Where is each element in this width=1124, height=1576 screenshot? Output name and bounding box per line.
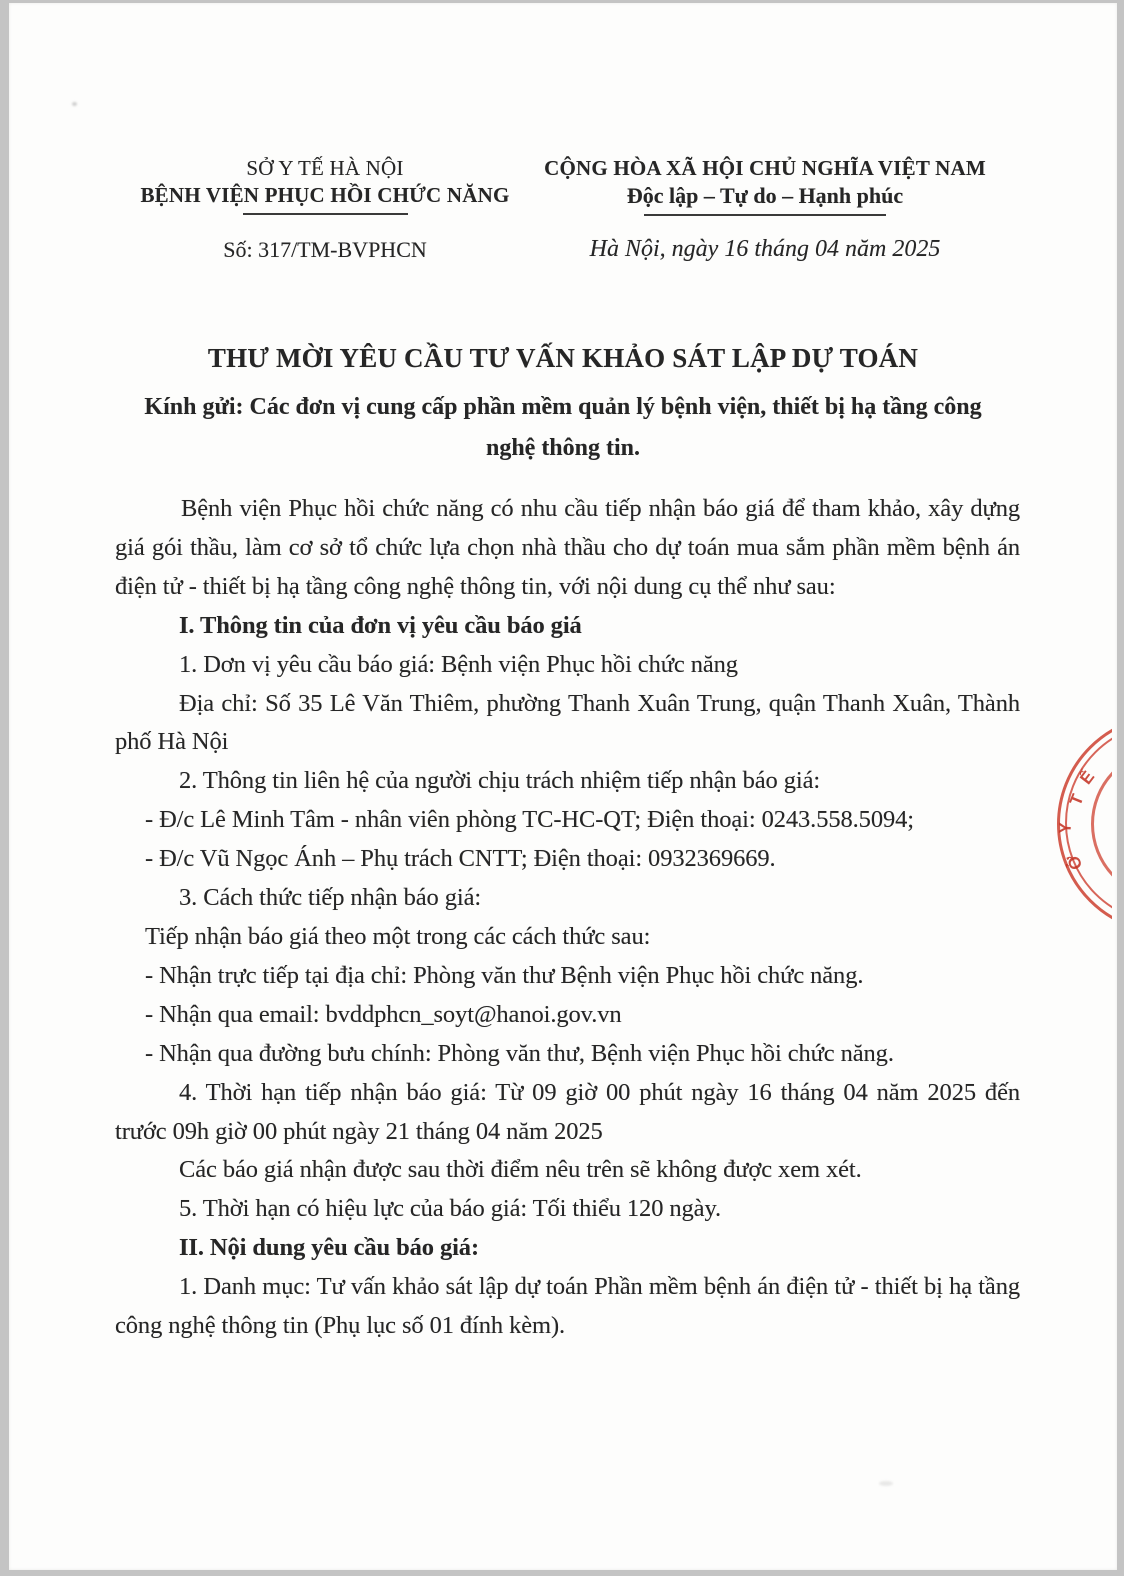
scan-speck bbox=[879, 1481, 893, 1486]
method-email: - Nhận qua email: bvddphcn_soyt@hanoi.gov.vn bbox=[145, 1000, 622, 1028]
stamp-letter: Y bbox=[1055, 821, 1075, 834]
document-body bbox=[115, 490, 1020, 1346]
document-subtitle: Kính gửi: Các đơn vị cung cấp phần mềm quản lý bệnh viện, thiết bị hạ tầng công nghệ thông tin. bbox=[144, 394, 982, 461]
place-date-line: Hà Nội, ngày 16 tháng 04 năm 2025 bbox=[589, 236, 941, 262]
item-requesting-unit: 1. Dơn vị yêu cầu báo giá: Bệnh viện Phục hồi chức năng bbox=[179, 650, 738, 678]
item-deadline: 4. Thời hạn tiếp nhận báo giá: Từ 09 giờ 00 phút ngày 16 tháng 04 năm 2025 đến trước 09h giờ 00 phút ngày 21 tháng 04 năm 2025 bbox=[115, 1078, 1020, 1145]
stamp-outer-ring-icon bbox=[1057, 714, 1112, 934]
red-seal-stamp bbox=[1030, 700, 1112, 935]
national-header-block bbox=[530, 155, 1000, 263]
motto-underline bbox=[644, 214, 886, 216]
stamp-inner-ring-icon bbox=[1091, 748, 1112, 900]
document-number: Số: 317/TM-BVPHCN bbox=[223, 237, 427, 262]
method-postal: - Nhận qua đường bưu chính: Phòng văn thư, Bệnh viện Phục hồi chức năng. bbox=[145, 1039, 894, 1067]
stamp-outer-ring2-icon bbox=[1065, 722, 1112, 924]
method-direct: - Nhận trực tiếp tại địa chỉ: Phòng văn thư Bệnh viện Phục hồi chức năng. bbox=[145, 961, 864, 989]
issuing-org-block bbox=[105, 155, 545, 263]
intro-paragraph: Bệnh viện Phục hồi chức năng có nhu cầu tiếp nhận báo giá để tham khảo, xây dựng giá gói thầu, làm cơ sở tổ chức lựa chọn nhà thầu cho dự toán mua sắm phần mềm bệnh án điện tử - thiết bị hạ tầng công nghệ thông tin, với nội dung cụ thể như sau: bbox=[115, 495, 1020, 600]
contact-vu-ngoc-anh: - Đ/c Vũ Ngọc Ánh – Phụ trách CNTT; Điện thoại: 0932369669. bbox=[145, 845, 776, 873]
national-motto: Độc lập – Tự do – Hạnh phúc bbox=[626, 183, 904, 208]
document-page bbox=[9, 3, 1117, 1570]
receiving-method-intro: Tiếp nhận báo giá theo một trong các cách thức sau: bbox=[145, 922, 651, 950]
scan-speck bbox=[72, 102, 77, 106]
department-name: SỞ Y TẾ HÀ NỘI bbox=[246, 156, 404, 180]
section2-heading: II. Nội dung yêu cầu báo giá: bbox=[179, 1234, 480, 1262]
item-validity: 5. Thời hạn có hiệu lực của báo giá: Tối thiểu 120 ngày. bbox=[179, 1195, 722, 1223]
late-quotes-note: Các báo giá nhận được sau thời điểm nêu trên sẽ không được xem xét. bbox=[179, 1156, 862, 1184]
item-receiving-method-heading: 3. Cách thức tiếp nhận báo giá: bbox=[179, 884, 482, 912]
item-contact-heading: 2. Thông tin liên hệ của người chịu trách nhiệm tiếp nhận báo giá: bbox=[179, 767, 821, 795]
organization-name: BỆNH VIỆN PHỤC HỒI CHỨC NĂNG bbox=[140, 183, 510, 207]
item-category: 1. Danh mục: Tư vấn khảo sát lập dự toán Phần mềm bệnh án điện tử - thiết bị hạ tầng công nghệ thông tin (Phụ lục số 01 đính kèm). bbox=[115, 1273, 1020, 1340]
contact-le-minh-tam: - Đ/c Lê Minh Tâm - nhân viên phòng TC-HC-QT; Điện thoại: 0243.558.5094; bbox=[145, 806, 914, 834]
document-title: THƯ MỜI YÊU CẦU TƯ VẤN KHẢO SÁT LẬP DỰ TOÁN bbox=[207, 343, 919, 373]
stamp-letter: Ở bbox=[1063, 851, 1087, 873]
item-address: Địa chỉ: Số 35 Lê Văn Thiêm, phường Thanh Xuân Trung, quận Thanh Xuân, Thành phố Hà Nội bbox=[115, 689, 1020, 756]
org-underline bbox=[243, 213, 408, 215]
stamp-letter: T bbox=[1065, 791, 1088, 809]
section1-heading: I. Thông tin của đơn vị yêu cầu báo giá bbox=[179, 611, 582, 639]
country-title: CỘNG HÒA XÃ HỘI CHỦ NGHĨA VIỆT NAM bbox=[544, 156, 986, 180]
stamp-letter: Ế bbox=[1076, 767, 1099, 788]
